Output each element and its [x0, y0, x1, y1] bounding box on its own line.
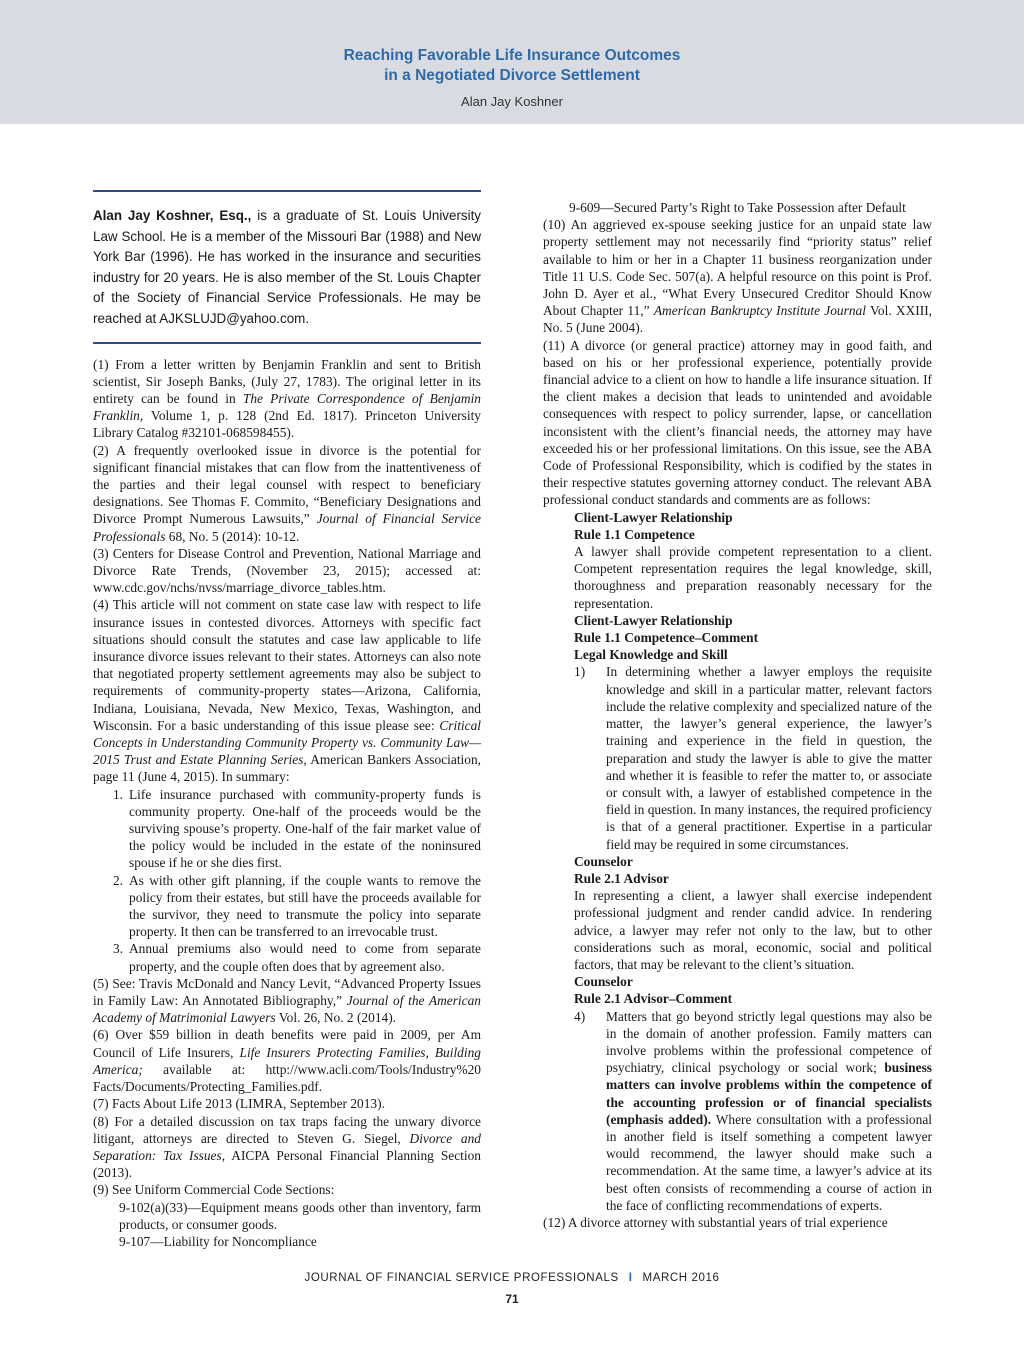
fn6-italic: Life Insurers Protecting Families, Building America;: [93, 1044, 481, 1077]
fn8-text-end: AICPA Personal Financial Planning Section (2013).: [93, 1147, 481, 1181]
top-divider: [93, 190, 481, 192]
section-heading: Legal Knowledge and Skill: [574, 647, 728, 663]
list-item-text: Life insurance purchased with community-property funds is community property. One-half of the proceeds would be the surviving spouse’s property. One-half of the fair market value of the policy would be included in the estate of the noninsured spouse if he or she dies first.: [129, 786, 481, 871]
footnote-4: [93, 596, 481, 785]
footnotes: [93, 356, 481, 1251]
footnote-10: [543, 216, 932, 336]
fn10-text: (10) An aggrieved ex-spouse seeking justice for an unpaid state law property settlement may not necessarily find “priority status” relief available to him or her in a Chapter 11 business reorganization under Title 11 U.S. Code Sec. 507(a). A helpful resource on this point is Prof. John D. Ayer et al., “What Every Unsecured Creditor Should Know About Chapter 11,”: [543, 217, 932, 319]
comment-text: In determining whether a lawyer employs the requisite knowledge and skill in a particular matter, relevant factors include the relative complexity and specialized nature of the matter, the lawyer’s general experience, the lawyer’s training and experience in the field in question, the preparation and study the lawyer is able to give the matter and whether it is feasible to refer the matter to, or associate or consult with, a lawyer of established competence in the field in question. In many instances, the required proficiency is that of a general practitioner. Expertise in a particular field may be required in some circumstances.: [606, 664, 932, 852]
article-author: Alan Jay Koshner: [461, 94, 563, 109]
fn8-text: (8) For a detailed discussion on tax traps facing the unwary divorce litigant, attorneys are directed to Steven G. Siegel,: [93, 1113, 481, 1146]
rule-text: A lawyer shall provide competent representation to a client. Competent representation requires the legal knowledge, skill, thoroughness and preparation reasonably necessary for the representation.: [574, 544, 932, 611]
journal-footer: [0, 1272, 1024, 1284]
section-heading: Client-Lawyer Relationship: [574, 612, 733, 628]
comment-item: [543, 663, 932, 852]
list-item-number: 3.: [112, 941, 123, 957]
bio-name: Alan Jay Koshner, Esq.,: [93, 208, 252, 223]
footnote-12: (12) A divorce attorney with substantial years of trial experience: [543, 1214, 888, 1230]
footnote-9: (9) See Uniform Commercial Code Sections:: [93, 1182, 335, 1198]
right-column: [543, 199, 932, 1231]
list-item-text: Annual premiums also would need to come from separate property, and the couple often does that by agreement also.: [129, 941, 481, 974]
section-heading: Counselor: [574, 974, 633, 990]
footnote-2: [93, 442, 481, 545]
section-heading: Rule 1.1 Competence–Comment: [574, 630, 759, 646]
fn4-text-end: American Bankers Association, page 11 (June 4, 2015). In summary:: [93, 752, 482, 785]
list-item-number: 2.: [112, 872, 123, 888]
footnote-1: [93, 356, 481, 442]
fn2-italic: Journal of Financial Service Professionals: [93, 511, 481, 544]
comment-text-start: Matters that go beyond strictly legal questions may also be in the domain of another profession. Family matters can involve problems within the professional competence of psychiatry, clinical psychology or social work;: [606, 1008, 932, 1076]
list-item: [93, 786, 481, 872]
list-item: [93, 872, 481, 941]
section-heading: Rule 2.1 Advisor–Comment: [574, 991, 733, 1007]
journal-name: JOURNAL OF FINANCIAL SERVICE PROFESSIONALS: [304, 1272, 619, 1284]
section-heading: Rule 1.1 Competence: [574, 526, 695, 542]
section-heading: Counselor: [574, 853, 633, 869]
fn1-text: (1) From a letter written by Benjamin Franklin and sent to British scientist, Sir Joseph Banks, (July 27, 1783). The original letter in its entirety can be found in: [93, 356, 481, 406]
footnote-11: (11) A divorce (or general practice) attorney may in good faith, and based on his or her professional experience, potentially provide financial advice to a client on how to handle a life insurance situation. If the client makes a decision that leads to unintended and avoidable consequences with respect to policy surrender, lapse, or cancellation inconsistent with the client’s financial needs, the attorney may have exceeded his or her professional limitations. On this issue, see the ABA Code of Professional Responsibility, which is codified by the states in their respective statutes governing attorney conduct. The relevant ABA professional conduct standards and comments are as follows:: [543, 337, 932, 508]
ucc-item: 9-102(a)(33)—Equipment means goods other than inventory, farm products, or consumer goods.: [119, 1199, 481, 1232]
fn8-italic: Divorce and Separation: Tax Issues,: [93, 1130, 481, 1163]
list-item: [93, 940, 481, 974]
list-item-text: As with other gift planning, if the couple wants to remove the policy from their estates, but still have the proceeds available for the survivor, they need to transmute the policy into separate property. It then can be transferred to an irrevocable trust.: [129, 872, 481, 940]
fn10-text-end: Vol. XXIII, No. 5 (June 2004).: [543, 303, 933, 336]
ucc-item-609: 9-609—Secured Party’s Right to Take Possession after Default: [569, 200, 906, 215]
comment-number: 1): [574, 664, 586, 680]
author-bio: [93, 206, 481, 330]
fn4-italic: Critical Concepts in Understanding Community Property vs. Community Law—2015 Trust and Estate Planning Series,: [93, 717, 481, 768]
footnote-6: [93, 1026, 481, 1095]
fn5-italic: Journal of the American Academy of Matrimonial Lawyers: [93, 993, 481, 1026]
article-title-line1: Reaching Favorable Life Insurance Outcomes: [343, 47, 681, 64]
fn6-text: (6) Over $59 billion in death benefits were paid in 2009, per Am Council of Life Insurers,: [93, 1027, 481, 1060]
fn1-text-end: Volume 1, p. 128 (2nd Ed. 1817). Princeton University Library Catalog #32101-068598455).: [93, 408, 481, 441]
fn2-text: (2) A frequently overlooked issue in divorce is the potential for significant financial mistakes that can flow from the inattentiveness of the parties and their legal counsel with respect to beneficiary designations. See Thomas F. Commito, “Beneficiary Designations and Divorce Prompt Numerous Lawsuits,”: [93, 442, 481, 527]
ucc-item: 9-107—Liability for Noncompliance: [119, 1233, 317, 1249]
fn10-italic: American Bankruptcy Institute Journal: [653, 303, 866, 319]
comment-item: [543, 1008, 932, 1214]
comment-emphasis: business matters can involve problems within the competence of the accounting profession or of financial specialists (emphasis added).: [606, 1060, 932, 1127]
footer-separator: I: [628, 1272, 633, 1284]
article-title-line2: in a Negotiated Divorce Settlement: [384, 67, 640, 84]
comment-text: [606, 1008, 932, 1214]
list-item-number: 1.: [112, 786, 123, 802]
section-heading: Rule 2.1 Advisor: [574, 870, 669, 886]
footnote-5: [93, 975, 481, 1027]
fn6-text-end: available at: http://www.acli.com/Tools/Industry%20 Facts/Documents/Protecting_Families.pdf.: [93, 1061, 481, 1095]
left-column: [93, 190, 481, 1250]
fn2-text-end: 68, No. 5 (2014): 10-12.: [165, 528, 300, 544]
fn5-text-end: Vol. 26, No. 2 (2014).: [275, 1010, 397, 1026]
article-header: [0, 0, 1024, 124]
comment-text-end: Where consultation with a professional in another field is itself something a competent lawyer would recommend, the lawyer should make such a recommendation. At the same time, a lawyer’s advice at its best often consists of recommending a course of action in the face of conflicting recommendations of experts.: [606, 1111, 932, 1213]
fn5-text: (5) See: Travis McDonald and Nancy Levit, “Advanced Property Issues in Family Law: An Annotated Bibliography,”: [93, 975, 481, 1009]
rule-text: In representing a client, a lawyer shall exercise independent professional judgment and render candid advice. In rendering advice, a lawyer may refer not only to the law, but to other considerations such as moral, economic, social and political factors, that may be relevant to the client’s situation.: [574, 888, 932, 972]
fn1-italic: The Private Correspondence of Benjamin Franklin,: [93, 390, 481, 424]
footnote-8: [93, 1113, 481, 1182]
bio-text: is a graduate of St. Louis University Law School. He is a member of the Missouri Bar (1988) and New York Bar (1996). He has worked in the insurance and securities industry for 20 years. He is also member of the St. Louis Chapter of the Society of Financial Service Professionals. He may be reached at AJKSLUJD@yahoo.com.: [93, 208, 481, 326]
bio-divider: [93, 342, 481, 344]
page-number: 71: [505, 1292, 519, 1306]
comment-number: 4): [574, 1008, 586, 1024]
footnote-3: (3) Centers for Disease Control and Prevention, National Marriage and Divorce Rate Trends, (November 23, 2015); accessed at: www.cdc.gov/nchs/nvss/marriage_divorce_tables.htm.: [93, 545, 481, 596]
section-heading: Client-Lawyer Relationship: [574, 509, 733, 525]
fn4-text: (4) This article will not comment on state case law with respect to life insurance issues in contested divorces. Attorneys with specific fact situations should consult the statutes and case law applicable to life insurance divorce issues relevant to their states. Attorneys can also note that negotiated property settlement agreements may also be subject to requirements of community-property states—Arizona, California, Indiana, Louisiana, Nevada, New Mexico, Texas, Washington, and Wisconsin. For a basic understanding of this issue please see:: [93, 597, 481, 733]
journal-date: MARCH 2016: [642, 1272, 720, 1284]
footnote-7: (7) Facts About Life 2013 (LIMRA, September 2013).: [93, 1096, 385, 1112]
